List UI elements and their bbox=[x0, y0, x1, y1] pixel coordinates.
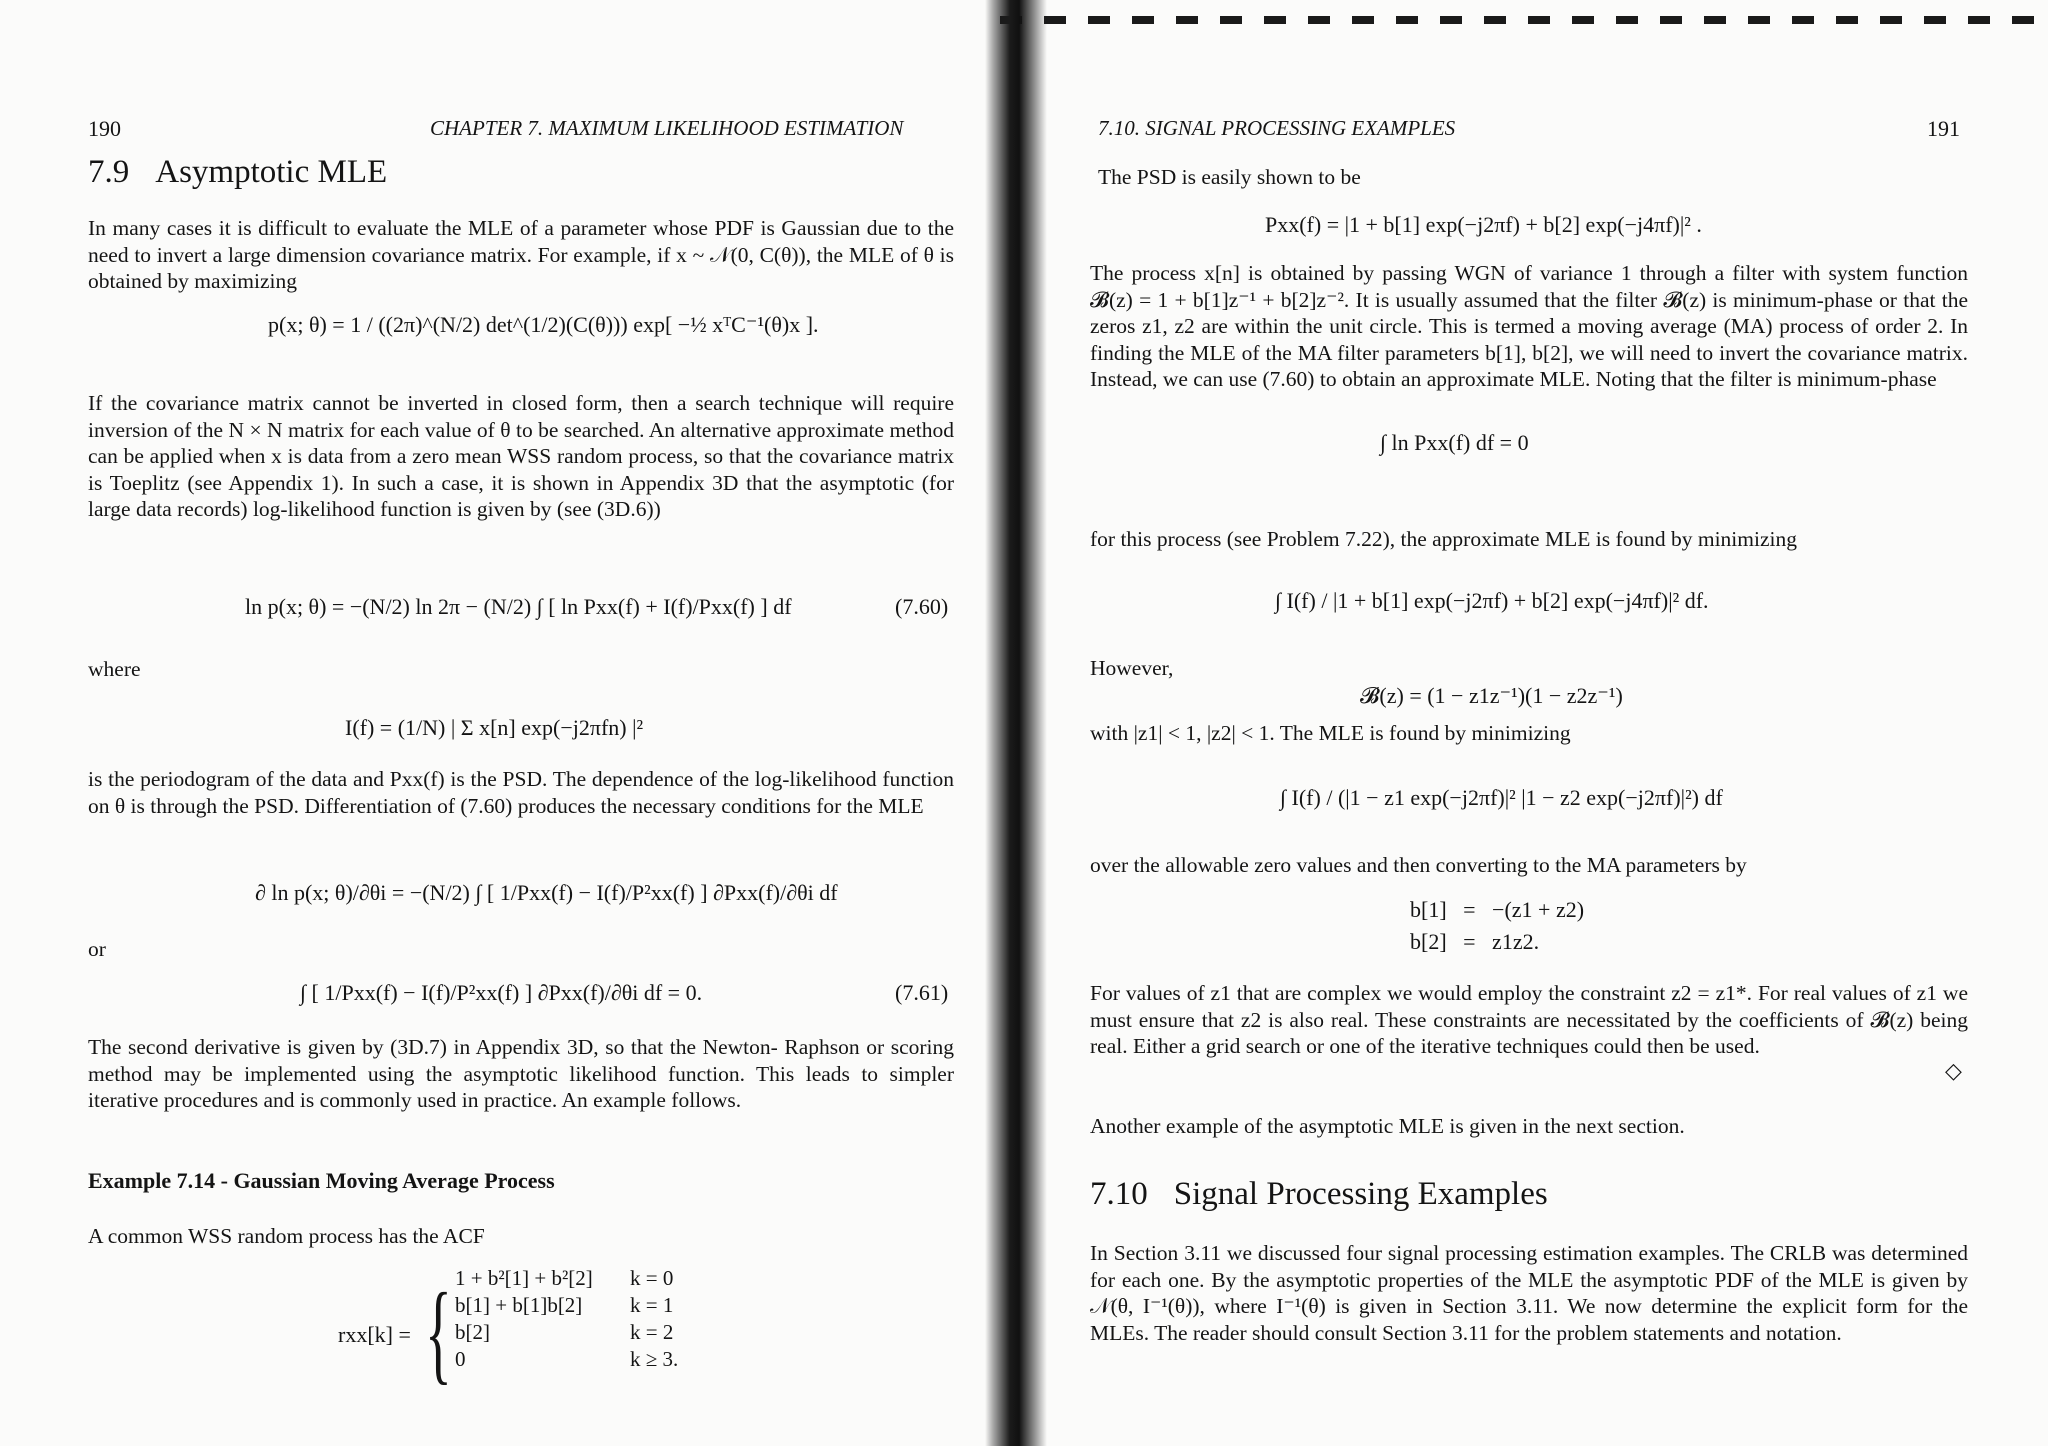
section-heading bbox=[88, 154, 387, 191]
section-title: Asymptotic MLE bbox=[155, 154, 388, 190]
equation-label: (7.60) bbox=[895, 594, 949, 619]
equation-text: ln p(x; θ) = −(N/2) ln 2π − (N/2) ∫ [ ln Pxx(f) + I(f)/Pxx(f) ] df bbox=[245, 594, 792, 619]
section-title: Signal Processing Examples bbox=[1173, 1176, 1548, 1212]
paragraph: The second derivative is given by (3D.7) in Appendix 3D, so that the Newton- Raphson or scoring method may be implemented using the asymptotic likelihood function. This leads to simpler iterative procedures and is commonly used in practice. An example follows. bbox=[88, 1035, 954, 1113]
paragraph: For values of z1 that are complex we would employ the constraint z2 = z1*. For real values of z1 we must ensure that z2 is also real. These constraints are necessitated by the coefficients of 𝓑(z) being real. Either a grid search or one of the iterative techniques could then be used. bbox=[1090, 981, 1968, 1059]
equation-periodogram bbox=[345, 715, 643, 741]
acf-cases bbox=[455, 1265, 678, 1373]
section-number: 7.10 bbox=[1090, 1176, 1148, 1212]
equation-b1: b[1] = −(z1 + z2) bbox=[1410, 897, 1585, 922]
word-where: where bbox=[88, 657, 141, 681]
equation-text: 𝓑(z) = (1 − z1z⁻¹)(1 − z2z⁻¹) bbox=[1360, 683, 1623, 708]
left-page bbox=[0, 0, 990, 1446]
equation-Bz bbox=[1360, 683, 1623, 709]
acf-lhs: rxx[k] = bbox=[338, 1322, 411, 1347]
equation-derivative bbox=[255, 880, 838, 906]
right-page bbox=[1040, 0, 2048, 1446]
book-gutter bbox=[985, 0, 1047, 1446]
left-brace: { bbox=[425, 1271, 452, 1395]
equation-text: Pxx(f) = |1 + b[1] exp(−j2πf) + b[2] exp(−j4πf)|² . bbox=[1265, 212, 1702, 237]
equation-760 bbox=[245, 594, 792, 620]
equation-minimize-2 bbox=[1280, 785, 1723, 811]
word-or: or bbox=[88, 937, 106, 961]
paragraph: is the periodogram of the data and Pxx(f) is the PSD. The dependence of the log-likelihood function on θ is through the PSD. Differentiation of (7.60) produces the necessary conditions for the MLE bbox=[88, 767, 954, 818]
equation-text: ∫ I(f) / (|1 − z1 exp(−j2πf)|² |1 − z2 exp(−j2πf)|²) df bbox=[1280, 785, 1723, 810]
equation-text: ∫ ln Pxx(f) df = 0 bbox=[1380, 430, 1529, 455]
page-number: 190 bbox=[88, 116, 121, 141]
paragraph: In Section 3.11 we discussed four signal processing estimation examples. The CRLB was determined for each one. By the asymptotic properties of the MLE the asymptotic PDF of the MLE is given by 𝒩(θ, I⁻¹(θ)), where I⁻¹(θ) is given in Section 3.11. We now determine the explicit form for the MLEs. The reader should consult Section 3.11 for the problem statements and notation. bbox=[1090, 1241, 1968, 1345]
equation-minimize-1 bbox=[1275, 588, 1709, 614]
case-cond: k = 2 bbox=[630, 1320, 674, 1344]
running-head: CHAPTER 7. MAXIMUM LIKELIHOOD ESTIMATION bbox=[430, 116, 904, 140]
case-expr: b[2] bbox=[455, 1320, 490, 1344]
word-however: However, bbox=[1090, 656, 1174, 680]
paragraph: A common WSS random process has the ACF bbox=[88, 1224, 485, 1248]
paragraph: Another example of the asymptotic MLE is given in the next section. bbox=[1090, 1114, 1685, 1138]
case-cond: k = 0 bbox=[630, 1266, 674, 1290]
equation-text: p(x; θ) = 1 / ((2π)^(N/2) det^(1/2)(C(θ))) exp[ −½ xᵀC⁻¹(θ)x ]. bbox=[268, 312, 819, 337]
case-cond: k ≥ 3. bbox=[630, 1347, 679, 1371]
paragraph: over the allowable zero values and then converting to the MA parameters by bbox=[1090, 853, 1747, 877]
page-number: 191 bbox=[1927, 116, 1960, 141]
paragraph: for this process (see Problem 7.22), the approximate MLE is found by minimizing bbox=[1090, 527, 1797, 551]
case-cond: k = 1 bbox=[630, 1293, 674, 1317]
equation-text: ∫ [ 1/Pxx(f) − I(f)/P²xx(f) ] ∂Pxx(f)/∂θi df = 0. bbox=[300, 980, 703, 1005]
running-head: 7.10. SIGNAL PROCESSING EXAMPLES bbox=[1098, 116, 1456, 140]
section-number: 7.9 bbox=[88, 154, 130, 190]
paragraph: If the covariance matrix cannot be inverted in closed form, then a search technique will require inversion of the N × N matrix for each value of θ to be searched. An alternative approximate method can be applied when x is data from a zero mean WSS random process, so that the covariance matrix is Toeplitz (see Appendix 1). In such a case, it is shown in Appendix 3D that the asymptotic (for large data records) log-likelihood function is given by (see (3D.6)) bbox=[88, 391, 954, 522]
example-heading: Example 7.14 - Gaussian Moving Average Process bbox=[88, 1168, 555, 1193]
paragraph: In many cases it is difficult to evaluate the MLE of a parameter whose PDF is Gaussian due to the need to invert a large dimension covariance matrix. For example, if x ~ 𝒩(0, C(θ)), the MLE of θ is obtained by maximizing bbox=[88, 216, 954, 294]
section-heading bbox=[1090, 1176, 1548, 1213]
equation-text: I(f) = (1/N) | Σ x[n] exp(−j2πfn) |² bbox=[345, 715, 644, 740]
end-of-example-mark: ◇ bbox=[1945, 1058, 1962, 1083]
case-expr: b[1] + b[1]b[2] bbox=[455, 1293, 583, 1317]
paragraph: with |z1| < 1, |z2| < 1. The MLE is found by minimizing bbox=[1090, 721, 1571, 745]
equation-text: ∂ ln p(x; θ)/∂θi = −(N/2) ∫ [ 1/Pxx(f) − I(f)/P²xx(f) ] ∂Pxx(f)/∂θi df bbox=[255, 880, 838, 905]
equation-psd bbox=[1265, 212, 1702, 238]
case-expr: 1 + b²[1] + b²[2] bbox=[455, 1266, 593, 1290]
equation-ln-integral bbox=[1380, 430, 1529, 456]
equation-label: (7.61) bbox=[895, 980, 949, 1005]
equation-b2: b[2] = z1z2. bbox=[1410, 929, 1540, 954]
equation-pdf bbox=[268, 312, 819, 338]
equation-text: ∫ I(f) / |1 + b[1] exp(−j2πf) + b[2] exp(−j4πf)|² df. bbox=[1275, 588, 1709, 613]
paragraph: The PSD is easily shown to be bbox=[1098, 165, 1361, 189]
case-expr: 0 bbox=[455, 1347, 466, 1371]
equation-761 bbox=[300, 980, 702, 1006]
paragraph: The process x[n] is obtained by passing WGN of variance 1 through a filter with system function 𝓑(z) = 1 + b[1]z⁻¹ + b[2]z⁻². It is usually assumed that the filter 𝓑(z) is minimum-phase or that the zeros z1, z2 are within the unit circle. This is termed a moving average (MA) process of order 2. In finding the MLE of the MA filter parameters b[1], b[2], we will need to invert the covariance matrix. Instead, we can use (7.60) to obtain an approximate MLE. Noting that the filter is minimum-phase bbox=[1090, 261, 1968, 392]
